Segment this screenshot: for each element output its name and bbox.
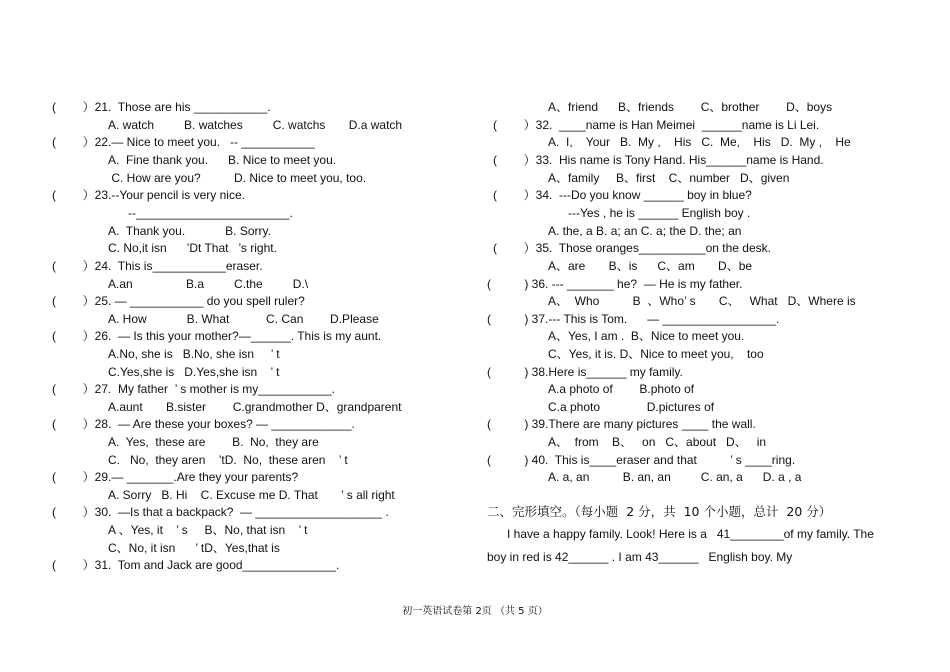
right-line-1: ( ）32. ____name is Han Meimei ______name is Li Lei. [493,118,820,132]
right-line-18: ( ) 39.There are many pictures ____ the wall. [487,417,756,431]
right-line-6: ---Yes , he is ______ English boy . [568,206,751,220]
page-footer: 初一英语试卷第 2页 （共 5 页） [402,606,548,617]
left-line-6: --_______________________. [128,206,293,220]
right-line-20: ( ) 40. This is____eraser and that ’ s ____ring. [487,453,796,467]
left-line-13: ( ）26. — Is this your mother?—______. This is my aunt. [52,329,382,343]
right-line-14: C、Yes, it is. D、Nice to meet you, too [548,347,764,361]
right-line-5: ( ）34. ---Do you know ______ boy in blue? [493,188,752,202]
left-line-26: ( ）31. Tom and Jack are good______________. [52,558,340,572]
left-line-10: A.an B.a C.the D.\ [108,277,309,291]
right-line-12: ( ) 37.--- This is Tom. — _________________. [487,312,780,326]
left-line-1: A. watch B. watches C. watchs D.a watch [108,118,403,132]
left-line-22: A. Sorry B. Hi C. Excuse me D. That ’ s all right [108,488,395,502]
right-line-0: A、friend B、friends C、brother D、boys [548,100,833,114]
left-line-12: A. How B. What C. Can D.Please [108,312,379,326]
right-line-19: A、 from B、 on C、about D、 in [548,435,767,449]
right-line-23: I have a happy family. Look! Here is a 41________of my family. The [507,527,874,541]
left-line-0: ( ）21. Those are his ___________. [52,100,271,114]
left-line-15: C.Yes,she is D.Yes,she isn ’ t [108,365,280,379]
right-line-10: ( ) 36. --- _______ he? — He is my father. [487,277,743,291]
left-line-2: ( ）22.— Nice to meet you. -- ___________ [52,135,315,149]
left-line-14: A.No, she is B.No, she isn ’ t [108,347,280,361]
right-line-16: A.a photo of B.photo of [548,382,695,396]
left-line-25: C、No, it isn ’ tD、Yes,that is [108,541,280,555]
left-line-3: A. Fine thank you. B. Nice to meet you. [108,153,337,167]
left-line-16: ( ）27. My father ’ s mother is my___________. [52,382,336,396]
left-line-17: A.aunt B.sister C.grandmother D、grandparent [108,400,402,414]
right-line-3: ( ）33. His name is Tony Hand. His______name is Hand. [493,153,824,167]
left-line-4: C. How are you? D. Nice to meet you, too. [108,171,367,185]
right-line-9: A、are B、is C、am D、be [548,259,753,273]
left-line-8: C. No,it isn ’Dt That ’s right. [108,241,277,255]
left-line-21: ( ）29.— _______.Are they your parents? [52,470,299,484]
right-line-11: A、 Who B 、Who’ s C、 What D、Where is [548,294,856,308]
left-line-20: C. No, they aren ’tD. No, these aren ’ t [108,453,348,467]
left-line-11: ( ）25. — ___________ do you spell ruler? [52,294,305,308]
left-line-24: A 、Yes, it ’ s B、No, that isn ’ t [108,523,308,537]
right-line-7: A. the, a B. a; an C. a; the D. the; an [548,224,742,238]
right-line-21: A. a, an B. an, an C. an, a D. a , a [548,470,802,484]
left-line-7: A. Thank you. B. Sorry. [108,224,271,238]
right-line-13: A、Yes, I am . B、Nice to meet you. [548,329,745,343]
right-line-17: C.a photo D.pictures of [548,400,715,414]
right-line-8: ( ）35. Those oranges__________on the desk. [493,241,771,255]
left-line-9: ( ）24. This is___________eraser. [52,259,263,273]
right-line-24: boy in red is 42______ . I am 43______ English boy. My [487,550,793,564]
left-line-5: ( ）23.--Your pencil is very nice. [52,188,245,202]
right-line-15: ( ) 38.Here is______ my family. [487,365,683,379]
left-line-19: A. Yes, these are B. No, they are [108,435,319,449]
right-line-2: A. I, Your B. My , His C. Me, His D. My , He [548,135,851,149]
right-line-4: A、family B、first C、number D、given [548,171,790,185]
left-line-23: ( ）30. —Is that a backpack? — ___________________ . [52,505,389,519]
right-line-22: 二、完形填空。（每小题 2 分，共 10 个小题，总计 20 分） [487,504,832,519]
left-line-18: ( ）28. — Are these your boxes? — ____________. [52,417,355,431]
